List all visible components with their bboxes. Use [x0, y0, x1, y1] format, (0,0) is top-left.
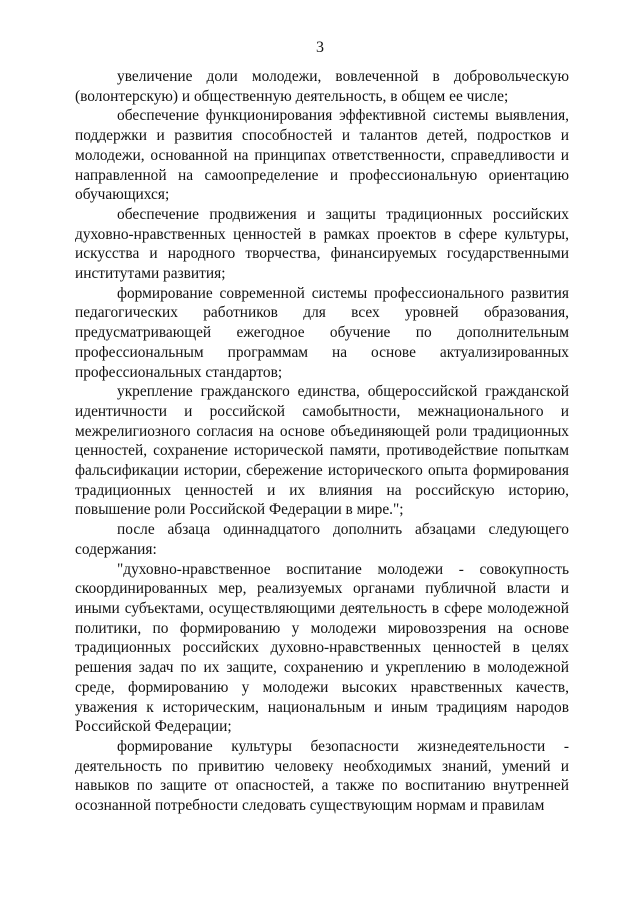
paragraph: после абзаца одиннадцатого дополнить абзацами следующего содержания: — [75, 521, 569, 558]
paragraph: увеличение доли молодежи, вовлеченной в добровольческую (волонтерскую) и общественную деятельность, в общем ее числе; — [75, 68, 569, 105]
paragraph: "духовно-нравственное воспитание молодежи - совокупность скоординированных мер, реализуемых органами публичной власти и иными субъектами, осуществляющими деятельность в сфере молодежной политики, по формированию у молодежи мировоззрения на основе традиционных российских духовно-нравственных ценностей в целях решения задач по их защите, сохранению и укреплению в молодежной среде, формированию у молодежи высоких нравственных качеств, уважения к историческим, национальным и иным традициям народов Российской Федерации; — [75, 560, 569, 736]
paragraph: укрепление гражданского единства, общероссийской гражданской идентичности и российской самобытности, межнационального и межрелигиозного согласия на основе объединяющей роли традиционных ценностей, сохранение исторической памяти, противодействие попыткам фальсификации истории, сбережение исторического опыта формирования традиционных ценностей и их влияния на российскую историю, повышение роли Российской Федерации в мире."; — [75, 383, 569, 519]
paragraph: обеспечение функционирования эффективной системы выявления, поддержки и развития способностей и талантов детей, подростков и молодежи, основанной на принципах ответственности, справедливости и направленной на самоопределение и профессиональную ориентацию обучающихся; — [75, 107, 569, 204]
paragraph: формирование культуры безопасности жизнедеятельности - деятельность по привитию человеку необходимых знаний, умений и навыков по защите от опасностей, а также по воспитанию внутренней осознанной потребности следовать существующим нормам и правилам — [75, 737, 569, 815]
page-number: 3 — [316, 39, 324, 56]
paragraph: формирование современной системы профессионального развития педагогических работников для всех уровней образования, предусматривающей ежегодное обучение по дополнительным профессиональным программам на основе актуализированных профессиональных стандартов; — [75, 284, 569, 381]
document-body — [75, 67, 569, 816]
paragraph: обеспечение продвижения и защиты традиционных российских духовно-нравственных ценностей в рамках проектов в сфере культуры, искусства и народного творчества, финансируемых государственными институтами развития; — [75, 205, 569, 283]
